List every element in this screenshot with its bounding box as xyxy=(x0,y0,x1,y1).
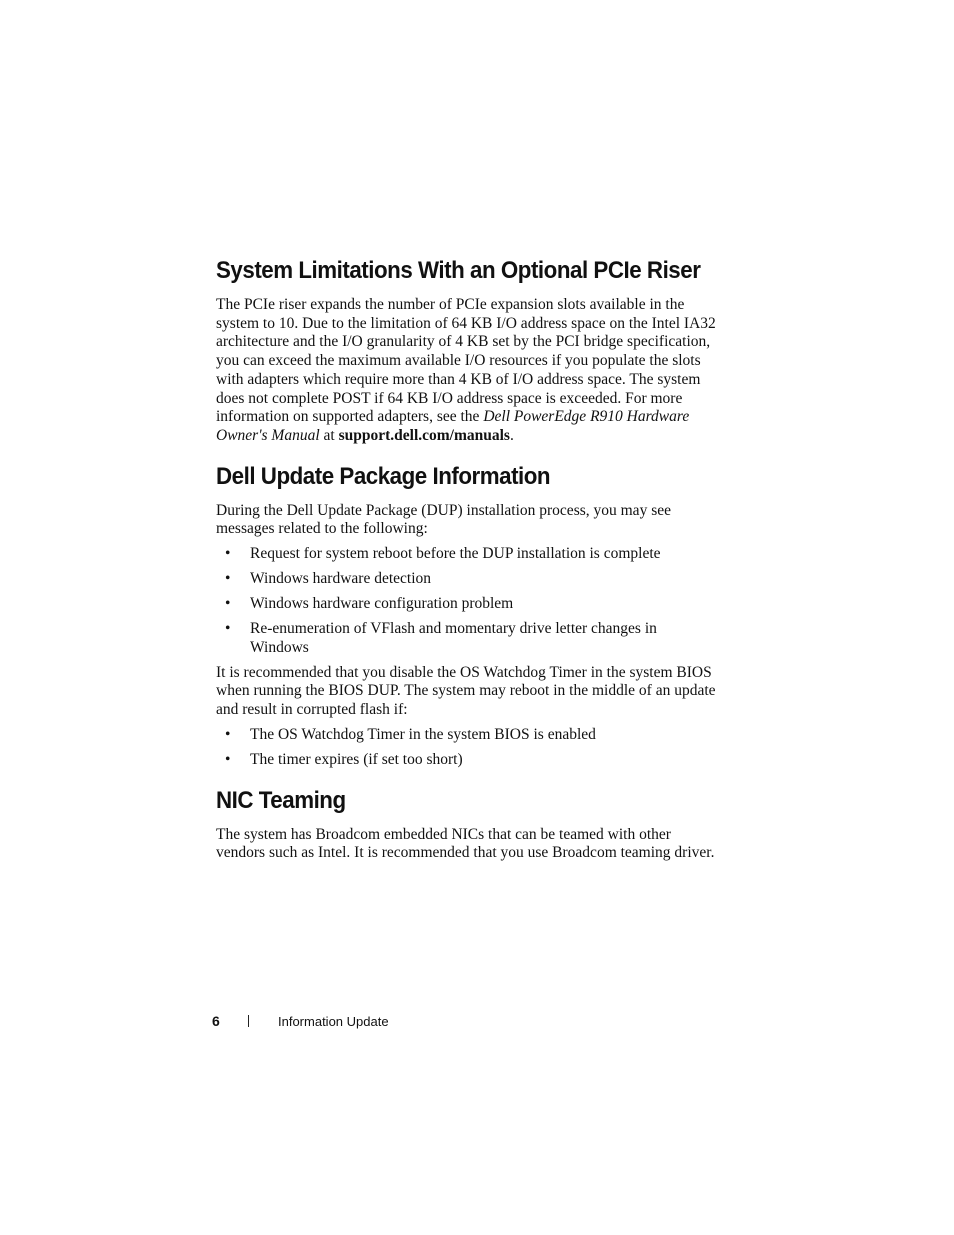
page-footer xyxy=(212,1013,389,1029)
section-nic-teaming xyxy=(216,784,716,863)
list-item: • The OS Watchdog Timer in the system BIOS is enabled xyxy=(216,726,716,745)
section-dup-info xyxy=(216,460,716,770)
bullet-list xyxy=(216,726,716,770)
list-item: • Windows hardware configuration problem xyxy=(216,595,716,614)
page-number: 6 xyxy=(212,1013,220,1029)
section-paragraph: The PCIe riser expands the number of PCIe expansion slots available in the system to 10. Due to the limitation of 64 KB I/O address space on the Intel IA32 architecture and the I/O granularity of 4 KB set by the PCI bridge specification, you can exceed the maximum available I/O resources if you populate the slots with adapters which require more than 4 KB of I/O address space. The system does not complete POST if 64 KB I/O address space is exceeded. For more information on supported adapters, see the Dell PowerEdge R910 Hardware Owner's Manual at support.dell.com/manuals. xyxy=(216,296,716,444)
list-item: • Request for system reboot before the DUP installation is complete xyxy=(216,545,716,564)
section-heading: System Limitations With an Optional PCIe Riser xyxy=(216,257,701,284)
bullet-list xyxy=(216,545,716,657)
section-paragraph: During the Dell Update Package (DUP) installation process, you may see messages related to the following: xyxy=(216,501,671,538)
section-heading: Dell Update Package Information xyxy=(216,462,551,490)
footer-title: Information Update xyxy=(278,1013,389,1029)
section-paragraph: It is recommended that you disable the OS Watchdog Timer in the system BIOS when running the BIOS DUP. The system may reboot in the middle of an update and result in corrupted flash if: xyxy=(216,663,716,719)
list-item: • Re-enumeration of VFlash and momentary drive letter changes in Windows xyxy=(216,620,716,657)
section-pcie-riser xyxy=(216,254,716,446)
section-paragraph: The system has Broadcom embedded NICs that can be teamed with other vendors such as Intel. It is recommended that you use Broadcom teaming driver. xyxy=(216,825,715,862)
support-url: support.dell.com/manuals xyxy=(338,426,510,444)
list-item: • Windows hardware detection xyxy=(216,570,716,589)
footer-divider xyxy=(248,1015,249,1027)
section-heading: NIC Teaming xyxy=(216,786,346,814)
page-content xyxy=(216,254,716,869)
list-item: • The timer expires (if set too short) xyxy=(216,751,716,770)
manual-title: Dell PowerEdge R910 Hardware Owner's Manual xyxy=(216,408,690,444)
